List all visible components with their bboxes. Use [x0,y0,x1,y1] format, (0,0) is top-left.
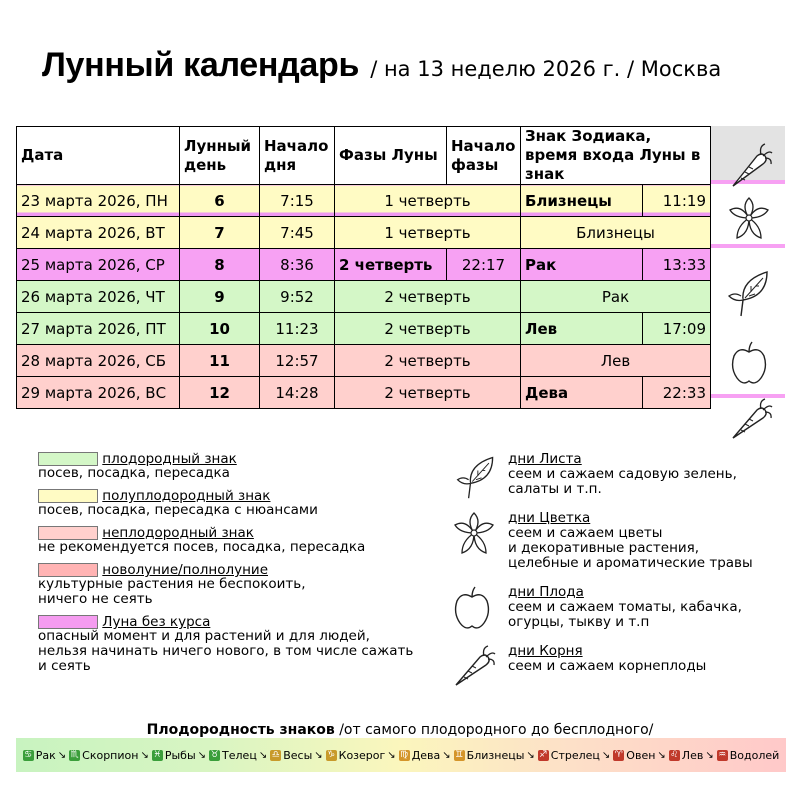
title-sub: / на 13 неделю 2026 г. / Москва [370,57,722,81]
cell-date: 26 марта 2026, ЧТ [17,281,180,313]
side-icon-column [711,126,785,406]
apple-icon [729,340,769,386]
col-header-zodiac: Знак Зодиака, время входа Луны в знак [521,127,711,185]
arrow-icon: ↘ [57,749,67,761]
legend-title: дни Листа [508,451,582,467]
cell-day-start: 11:23 [260,313,335,345]
cell-zodiac: Близнецы [521,217,711,249]
zodiac-glyph-icon: ♊ [455,749,464,760]
legend-text: посев, посадка, пересадка [38,465,230,481]
zodiac-sign [613,749,655,762]
legend-swatch [38,526,98,540]
zodiac-name: Овен [626,748,656,762]
legend-text: культурные растения не беспокоить, ничего не сеять [38,576,306,607]
side-bg-row2 [711,244,785,248]
legend-swatch [38,615,98,629]
zodiac-name: Скорпион [82,748,139,762]
cell-date: 25 марта 2026, СР [17,249,180,281]
arrow-icon: ↘ [140,749,149,761]
lunar-calendar-table [16,126,711,409]
legend-title: полуплодородный знак [102,488,271,504]
legend-fruit-days [452,585,792,630]
cell-lunar-day: 10 [180,313,260,345]
cell-date: 24 марта 2026, ВТ [17,217,180,249]
cell-zodiac-time: 22:33 [643,377,711,409]
cell-lunar-day: 9 [180,281,260,313]
cell-moon-phase: 1 четверть [335,185,521,217]
arrow-icon: ↘ [314,749,323,761]
cell-phase-time: 22:17 [447,249,521,281]
legend-text: сеем и сажаем садовую зелень, салаты и т.п. [508,466,737,497]
color-legend [38,452,438,682]
zodiac-sign [326,749,386,762]
zodiac-glyph-icon: ♍ [400,749,409,760]
fertility-title [0,722,800,738]
zodiac-glyph-icon: ♑ [327,749,336,760]
arrow-icon: ↘ [601,749,611,761]
arrow-icon: ↘ [387,749,396,761]
cell-moon-phase: 2 четверть [335,313,521,345]
zodiac-name: Весы [283,748,313,762]
col-header-date: Дата [17,127,180,185]
legend-text: опасный момент и для растений и для людей, нельзя начинать ничего нового, в том числе сажать и сеять [38,628,414,674]
plant-days-legend [452,452,792,702]
col-header-moon-phase: Фазы Луны [335,127,447,185]
cell-day-start: 12:57 [260,345,335,377]
legend-root-days [452,644,792,688]
legend-title: дни Цветка [508,510,591,526]
zodiac-sign [669,749,704,762]
zodiac-name: Водолей [729,748,780,762]
legend-flower-days [452,511,792,571]
apple-icon [452,585,492,631]
cell-zodiac: Лев [521,345,711,377]
flower-icon [727,196,771,242]
fertility-heading: Плодородность знаков [146,722,335,738]
arrow-icon: ↘ [705,749,714,761]
leaf-icon [452,452,500,500]
carrot-icon [729,398,773,440]
arrow-icon: ↘ [526,749,535,761]
carrot-icon [452,644,496,688]
zodiac-sign [454,749,525,762]
legend-item-void-moon [38,615,438,674]
arrow-icon: ↘ [197,749,207,761]
cell-date: 23 марта 2026, ПН [17,185,180,217]
table-row [17,345,711,377]
cell-day-start: 7:15 [260,185,335,217]
table-header-row [17,127,711,185]
table-row [17,281,711,313]
legend-title: дни Корня [508,643,583,659]
zodiac-sign [69,749,138,762]
cell-day-start: 14:28 [260,377,335,409]
zodiac-sign [152,749,196,762]
arrow-icon: ↘ [258,749,268,761]
legend-title: плодородный знак [102,451,237,467]
title-main: Лунный календарь [42,46,360,84]
zodiac-sign [23,749,56,762]
cell-zodiac-time: 17:09 [643,313,711,345]
legend-swatch [38,563,98,577]
legend-item-new-full-moon [38,563,438,607]
table-row [17,377,711,409]
flower-icon [452,511,496,557]
cell-lunar-day: 8 [180,249,260,281]
cell-zodiac: Лев [521,313,643,345]
cell-moon-phase: 2 четверть [335,249,447,281]
page-title [42,46,721,85]
cell-zodiac: Рак [521,249,643,281]
zodiac-glyph-icon: ♌ [670,749,679,760]
zodiac-name: Стрелец [550,748,600,762]
legend-text: посев, посадка, пересадка с нюансами [38,502,318,518]
col-header-phase-start: Начало фазы [447,127,521,185]
arrow-icon: ↘ [657,749,666,761]
cell-moon-phase: 2 четверть [335,377,521,409]
cell-lunar-day: 6 [180,185,260,217]
leaf-icon [725,266,773,318]
cell-lunar-day: 7 [180,217,260,249]
legend-title: дни Плода [508,584,584,600]
zodiac-glyph-icon: ♒ [718,749,727,760]
zodiac-glyph-icon: ♐ [539,749,548,760]
cell-day-start: 8:36 [260,249,335,281]
cell-zodiac-time: 13:33 [643,249,711,281]
legend-title: Луна без курса [102,614,211,630]
table-row [17,217,711,249]
legend-title: неплодородный знак [102,525,254,541]
zodiac-name: Козерог [338,748,386,762]
zodiac-sign [399,749,441,762]
cell-zodiac: Дева [521,377,643,409]
legend-title: новолуние/полнолуние [102,562,268,578]
legend-leaf-days [452,452,792,497]
cell-day-start: 9:52 [260,281,335,313]
table-row [17,249,711,281]
legend-item-semi-fertile [38,489,438,518]
fertility-bar [16,738,786,772]
cell-lunar-day: 11 [180,345,260,377]
cell-moon-phase: 1 четверть [335,217,521,249]
cell-date: 29 марта 2026, ВС [17,377,180,409]
fertility-subtitle: /от самого плодородного до бесплодного/ [334,722,654,738]
zodiac-glyph-icon: ♏ [70,749,79,760]
legend-item-fertile [38,452,438,481]
zodiac-name: Рак [35,748,56,762]
legend-text: сеем и сажаем томаты, кабачка, огурцы, тыкву и т.п [508,599,742,630]
cell-lunar-day: 12 [180,377,260,409]
legend-text: сеем и сажаем корнеплоды [508,658,707,674]
carrot-icon [729,142,773,190]
table-row [17,185,711,217]
zodiac-name: Лев [681,748,704,762]
zodiac-sign [717,749,780,762]
zodiac-name: Рыбы [164,748,196,762]
cell-moon-phase: 2 четверть [335,345,521,377]
cell-moon-phase: 2 четверть [335,281,521,313]
cell-zodiac: Близнецы [521,185,643,217]
cell-day-start: 7:45 [260,217,335,249]
cell-zodiac-time: 11:19 [643,185,711,217]
zodiac-glyph-icon: ♎ [271,749,280,760]
zodiac-sign [209,749,257,762]
zodiac-sign [270,749,312,762]
zodiac-name: Дева [411,748,441,762]
zodiac-glyph-icon: ♋ [24,749,33,760]
col-header-lunar-day: Лунный день [180,127,260,185]
legend-swatch [38,489,98,503]
zodiac-glyph-icon: ♉ [210,749,219,760]
legend-text: не рекомендуется посев, посадка, пересадка [38,539,366,555]
zodiac-sign [538,749,600,762]
cell-zodiac: Рак [521,281,711,313]
legend-swatch [38,452,98,466]
zodiac-name: Близнецы [466,748,525,762]
col-header-day-start: Начало дня [260,127,335,185]
arrow-icon: ↘ [442,749,451,761]
cell-date: 27 марта 2026, ПТ [17,313,180,345]
zodiac-glyph-icon: ♈ [614,749,623,760]
legend-text: сеем и сажаем цветы и декоративные растения, целебные и ароматические травы [508,525,753,571]
zodiac-glyph-icon: ♓ [153,749,162,760]
zodiac-name: Телец [222,748,257,762]
table-row [17,313,711,345]
legend-item-infertile [38,526,438,555]
cell-date: 28 марта 2026, СБ [17,345,180,377]
